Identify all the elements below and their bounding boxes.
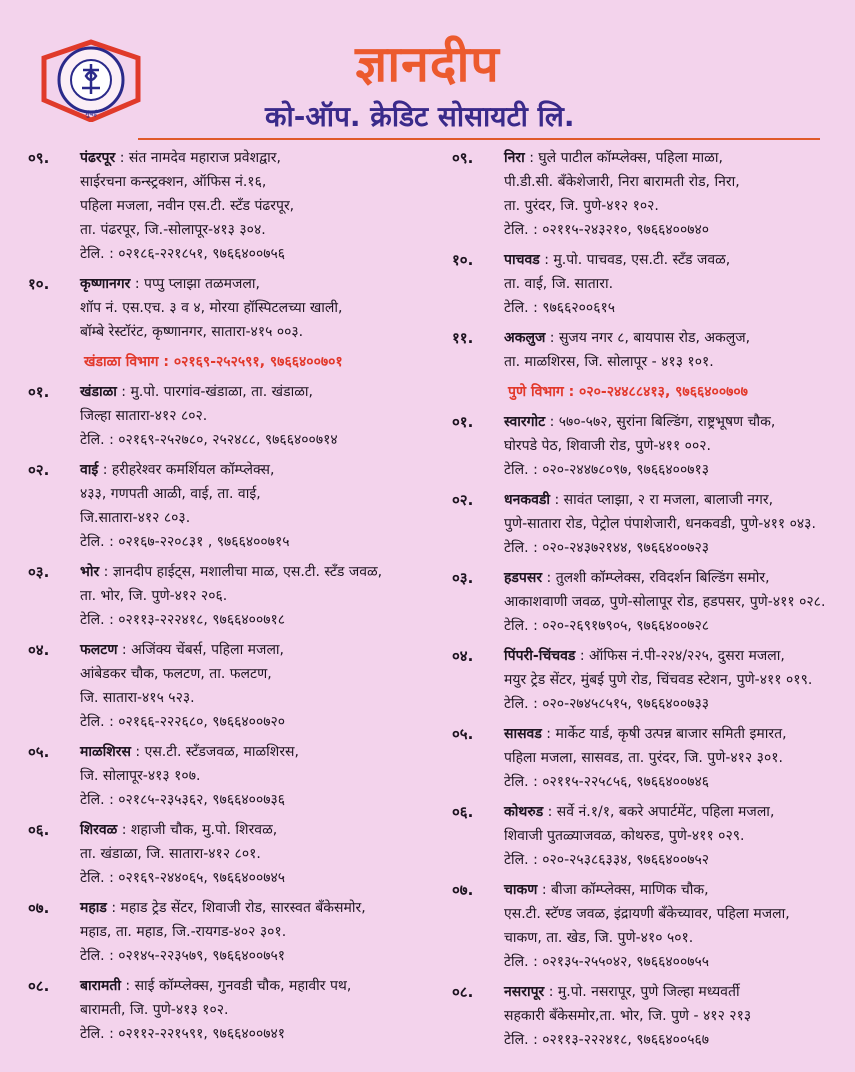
branch-entry <box>452 410 852 482</box>
address-line: जि. सोलापूर-४१३ १०७. <box>80 768 201 784</box>
address-line: एस.टी. स्टॅण्ड जवळ, इंद्रायणी बँकेच्यावर, पहिला मजला, <box>504 906 790 922</box>
address-text: : ऑफिस नं.पी-२२४/२२५, दुसरा मजला, <box>575 648 785 664</box>
address-line: टेलि. : ०२०-२४४७८०९७, ९७६६४००७१३ <box>504 462 710 478</box>
branch-name: वाई <box>80 462 99 478</box>
address-text: : महाड ट्रेड सेंटर, शिवाजी रोड, सारस्वत बँकेसमोर, <box>106 900 366 916</box>
branch-entry <box>28 458 448 554</box>
address-line <box>504 644 852 668</box>
address-text: : मु.पो. पाचवड, एस.टी. स्टँड जवळ, <box>539 252 731 268</box>
address-line <box>504 722 852 746</box>
address-line: ता. भोर, जि. पुणे-४१२ २०६. <box>80 588 228 604</box>
branch-name: सासवड <box>504 726 542 742</box>
address-text: : मु.पो. नसरापूर, पुणे जिल्हा मध्यवर्ती <box>544 984 740 1000</box>
branch-entry <box>452 980 852 1052</box>
branch-name: नसरापूर <box>504 984 545 1000</box>
address-line: जि. सातारा-४१५ ५२३. <box>80 690 195 706</box>
address-line <box>80 896 448 920</box>
branch-name: फलटण <box>80 642 118 658</box>
header-divider <box>138 138 820 140</box>
address-line: टेलि. : ०२११३-२२२४१८, ९७६६४००५६७ <box>504 1032 710 1048</box>
address-line: आंबेडकर चौक, फलटण, ता. फलटण, <box>80 666 272 682</box>
address-line: टेलि. : ०२१६९-२५२७८०, २५२४८८, ९७६६४००७१४ <box>80 432 338 448</box>
branch-entry <box>28 560 448 632</box>
address-line: टेलि. : ०२११३-२२२४१८, ९७६६४००७१८ <box>80 612 286 628</box>
address-line: टेलि. : ०२१४५-२२३५७९, ९७६६४००७५१ <box>80 948 286 964</box>
branch-number: ०२. <box>28 461 50 479</box>
branch-number: ०३. <box>452 569 474 587</box>
division-heading: खंडाळा विभाग : ०२१६९-२५२५९१, ९७६६४००७०१ <box>84 354 343 370</box>
address-line <box>80 638 448 662</box>
branch-number: ०१. <box>452 413 474 431</box>
address-line <box>80 146 448 170</box>
address-line: बॉम्बे रेस्टॉरंट, कृष्णानगर, सातारा-४१५ ००३. <box>80 324 304 340</box>
address-line: मयुर ट्रेड सेंटर, मुंबई पुणे रोड, चिंचवड स्टेशन, पुणे-४११ ०१९. <box>504 672 813 688</box>
address-text: : सर्वे नं.१/१, बकरे अपार्टमेंट, पहिला मजला, <box>543 804 775 820</box>
address-text: : बीजा कॉम्प्लेक्स, माणिक चौक, <box>537 882 709 898</box>
branch-name: हडपसर <box>504 570 543 586</box>
address-line <box>504 980 852 1004</box>
branch-entry <box>28 146 448 266</box>
address-line: टेलि. : ०२०-२७४५८५१५, ९७६६४००७३३ <box>504 696 710 712</box>
address-text: : सुजय नगर ८, बायपास रोड, अकलुज, <box>545 330 751 346</box>
address-line <box>80 740 448 764</box>
branch-number: ०४. <box>28 641 50 659</box>
address-line <box>504 326 852 350</box>
address-line: टेलि. : ०२०-२६९१७९०५, ९७६६४००७२८ <box>504 618 710 634</box>
address-line: आकाशवाणी जवळ, पुणे-सोलापूर रोड, हडपसर, पुणे-४११ ०२८. <box>504 594 826 610</box>
address-line <box>80 818 448 842</box>
branch-number: ०६. <box>452 803 474 821</box>
branch-number: ०८. <box>28 977 50 995</box>
address-text: : हरीहरेश्वर कमर्शियल कॉम्प्लेक्स, <box>98 462 275 478</box>
branch-name: पिंपरी-चिंचवड <box>504 648 576 664</box>
branch-name: पंढरपूर <box>80 150 116 166</box>
address-line <box>80 458 448 482</box>
address-text: : घुले पाटील कॉम्प्लेक्स, पहिला माळा, <box>524 150 723 166</box>
branch-entry <box>28 380 448 452</box>
address-line <box>80 974 448 998</box>
address-line: टेलि. : ०२१३५-२५५०४२, ९७६६४००७५५ <box>504 954 710 970</box>
address-text: : शहाजी चौक, मु.पो. शिरवळ, <box>117 822 278 838</box>
address-line <box>504 248 852 272</box>
branch-number: ०४. <box>452 647 474 665</box>
address-line: पहिला मजला, सासवड, ता. पुरंदर, जि. पुणे-४१२ ३०१. <box>504 750 783 766</box>
branch-number: १०. <box>28 275 50 293</box>
address-text: : मु.पो. पारगांव-खंडाळा, ता. खंडाळा, <box>116 384 313 400</box>
branch-number: ०९. <box>28 149 50 167</box>
address-line: टेलि. : ९७६६२००६१५ <box>504 300 616 316</box>
branch-number: ०३. <box>28 563 50 581</box>
address-line: शॉप नं. एस.एच. ३ व ४, मोरया हॉस्पिटलच्या खाली, <box>80 300 343 316</box>
branch-entry <box>452 326 852 374</box>
address-line <box>80 272 448 296</box>
branch-name: धनकवडी <box>504 492 551 508</box>
branch-number: ०७. <box>28 899 50 917</box>
address-line <box>504 566 852 590</box>
address-line: सहकारी बँकेसमोर,ता. भोर, जि. पुणे - ४१२ २१३ <box>504 1008 752 1024</box>
address-line: टेलि. : ०२१८५-२३५३६२, ९७६६४००७३६ <box>80 792 286 808</box>
branch-entry <box>28 818 448 890</box>
logo-bottom-text: मुंबई <box>85 110 97 118</box>
division-heading: पुणे विभाग : ०२०-२४४८८४१३, ९७६६४००७०७ <box>508 384 748 400</box>
address-text: : तुलशी कॉम्प्लेक्स, रविदर्शन बिल्डिंग समोर, <box>542 570 770 586</box>
address-line: पी.डी.सी. बँकेशेजारी, निरा बारामती रोड, निरा, <box>504 174 740 190</box>
address-line: ता. पुरंदर, जि. पुणे-४१२ १०२. <box>504 198 659 214</box>
address-line <box>504 488 852 512</box>
address-line: टेलि. : ०२११५-२२५८५६, ९७६६४००७४६ <box>504 774 710 790</box>
branch-name: अकलुज <box>504 330 546 346</box>
address-text: : अजिंक्य चेंबर्स, पहिला मजला, <box>117 642 285 658</box>
branch-number: १०. <box>452 251 474 269</box>
branch-name: भोर <box>80 564 100 580</box>
branch-name: निरा <box>504 150 525 166</box>
branch-entry <box>452 644 852 716</box>
branch-entry <box>28 740 448 812</box>
branch-entry <box>452 800 852 872</box>
address-line: ४३३, गणपती आळी, वाई, ता. वाई, <box>80 486 261 502</box>
address-line: पहिला मजला, नवीन एस.टी. स्टँड पंढरपूर, <box>80 198 295 214</box>
branch-entry <box>452 722 852 794</box>
branch-name: स्वारगोट <box>504 414 546 430</box>
address-line: जि.सातारा-४१२ ८०३. <box>80 510 191 526</box>
branch-number: ०७. <box>452 881 474 899</box>
address-line: ता. माळशिरस, जि. सोलापूर - ४१३ १०१. <box>504 354 714 370</box>
branch-entry <box>28 272 448 344</box>
address-line: टेलि. : ०२१८६-२२१८५१, ९७६६४००७५६ <box>80 246 286 262</box>
branch-entry <box>452 488 852 560</box>
branch-name: माळशिरस <box>80 744 131 760</box>
branch-name: बारामती <box>80 978 121 994</box>
branch-name: महाड <box>80 900 107 916</box>
address-line: घोरपडे पेठ, शिवाजी रोड, पुणे-४११ ००२. <box>504 438 711 454</box>
address-text: : ज्ञानदीप हाईट्स, मशालीचा माळ, एस.टी. स्टँड जवळ, <box>99 564 383 580</box>
branch-number: ०५. <box>28 743 50 761</box>
address-line: टेलि. : ०२१६७-२२०८३१ , ९७६६४००७१५ <box>80 534 290 550</box>
branch-entry <box>28 896 448 968</box>
branch-entry <box>452 248 852 320</box>
address-text: : संत नामदेव महाराज प्रवेशद्वार, <box>115 150 281 166</box>
address-text: : मार्केट यार्ड, कृषी उत्पन्न बाजार समिती इमारत, <box>541 726 787 742</box>
address-line: ता. पंढरपूर, जि.-सोलापूर-४१३ ३०४. <box>80 222 266 238</box>
address-text: : एस.टी. स्टँडजवळ, माळशिरस, <box>130 744 299 760</box>
branch-number: ११. <box>452 329 474 347</box>
address-line: ता. खंडाळा, जि. सातारा-४१२ ८०१. <box>80 846 261 862</box>
branch-number: ०८. <box>452 983 474 1001</box>
address-line: पुणे-सातारा रोड, पेट्रोल पंपाशेजारी, धनकवडी, पुणे-४११ ०४३. <box>504 516 816 532</box>
branch-name: पाचवड <box>504 252 540 268</box>
address-line: टेलि. : ०२१६६-२२२६८०, ९७६६४००७२० <box>80 714 286 730</box>
branch-number: ०६. <box>28 821 50 839</box>
branch-number: ०२. <box>452 491 474 509</box>
branch-name: कृष्णानगर <box>80 276 131 292</box>
address-line <box>80 560 448 584</box>
address-line: टेलि. : ०२०-२५३८६३३४, ९७६६४००७५२ <box>504 852 710 868</box>
page-subtitle: को-ऑप. क्रेडिट सोसायटी लि. <box>265 100 575 133</box>
branch-number: ०१. <box>28 383 50 401</box>
address-line: शिवाजी पुतळ्याजवळ, कोथरुड, पुणे-४११ ०२९. <box>504 828 745 844</box>
branch-entry <box>28 974 448 1046</box>
branch-name: खंडाळा <box>80 384 117 400</box>
address-line: जिल्हा सातारा-४१२ ८०२. <box>80 408 208 424</box>
left-branch-list <box>28 146 448 1052</box>
branch-number: ०५. <box>452 725 474 743</box>
address-text: : पप्पु प्लाझा तळमजला, <box>130 276 260 292</box>
page-title: ज्ञानदीप <box>355 35 500 93</box>
address-line <box>80 380 448 404</box>
branch-entry <box>452 146 852 242</box>
address-line: चाकण, ता. खेड, जि. पुणे-४१० ५०१. <box>504 930 694 946</box>
branch-entry <box>28 638 448 734</box>
address-line: टेलि. : ०२११२-२२१५९१, ९७६६४००७४१ <box>80 1026 286 1042</box>
address-line <box>504 800 852 824</box>
address-text: : साई कॉम्प्लेक्स, गुनवडी चौक, महावीर पथ, <box>120 978 352 994</box>
branch-name: शिरवळ <box>80 822 118 838</box>
address-line <box>504 146 852 170</box>
address-text: : सावंत प्लाझा, २ रा मजला, बालाजी नगर, <box>550 492 774 508</box>
address-line: टेलि. : ०२१६९-२४४०६५, ९७६६४००७४५ <box>80 870 286 886</box>
address-line: बारामती, जि. पुणे-४१३ १०२. <box>80 1002 229 1018</box>
right-branch-list <box>452 146 852 1058</box>
address-line: ता. वाई, जि. सातारा. <box>504 276 614 292</box>
branch-entry <box>452 566 852 638</box>
address-line: महाड, ता. महाड, जि.-रायगड-४०२ ३०१. <box>80 924 287 940</box>
address-line <box>504 878 852 902</box>
address-text: : ५७०-५७२, सुरांना बिल्डिंग, राष्ट्रभूषण चौक, <box>545 414 776 430</box>
branch-entry <box>452 878 852 974</box>
address-line: साईरचना कन्स्ट्रक्शन, ऑफिस नं.१६, <box>80 174 267 190</box>
branch-name: कोथरुड <box>504 804 544 820</box>
branch-name: चाकण <box>504 882 538 898</box>
address-line: टेलि. : ०२११५-२४३२१०, ९७६६४००७४० <box>504 222 710 238</box>
address-line <box>504 410 852 434</box>
branch-number: ०९. <box>452 149 474 167</box>
address-line: टेलि. : ०२०-२४३७२१४४, ९७६६४००७२३ <box>504 540 710 556</box>
